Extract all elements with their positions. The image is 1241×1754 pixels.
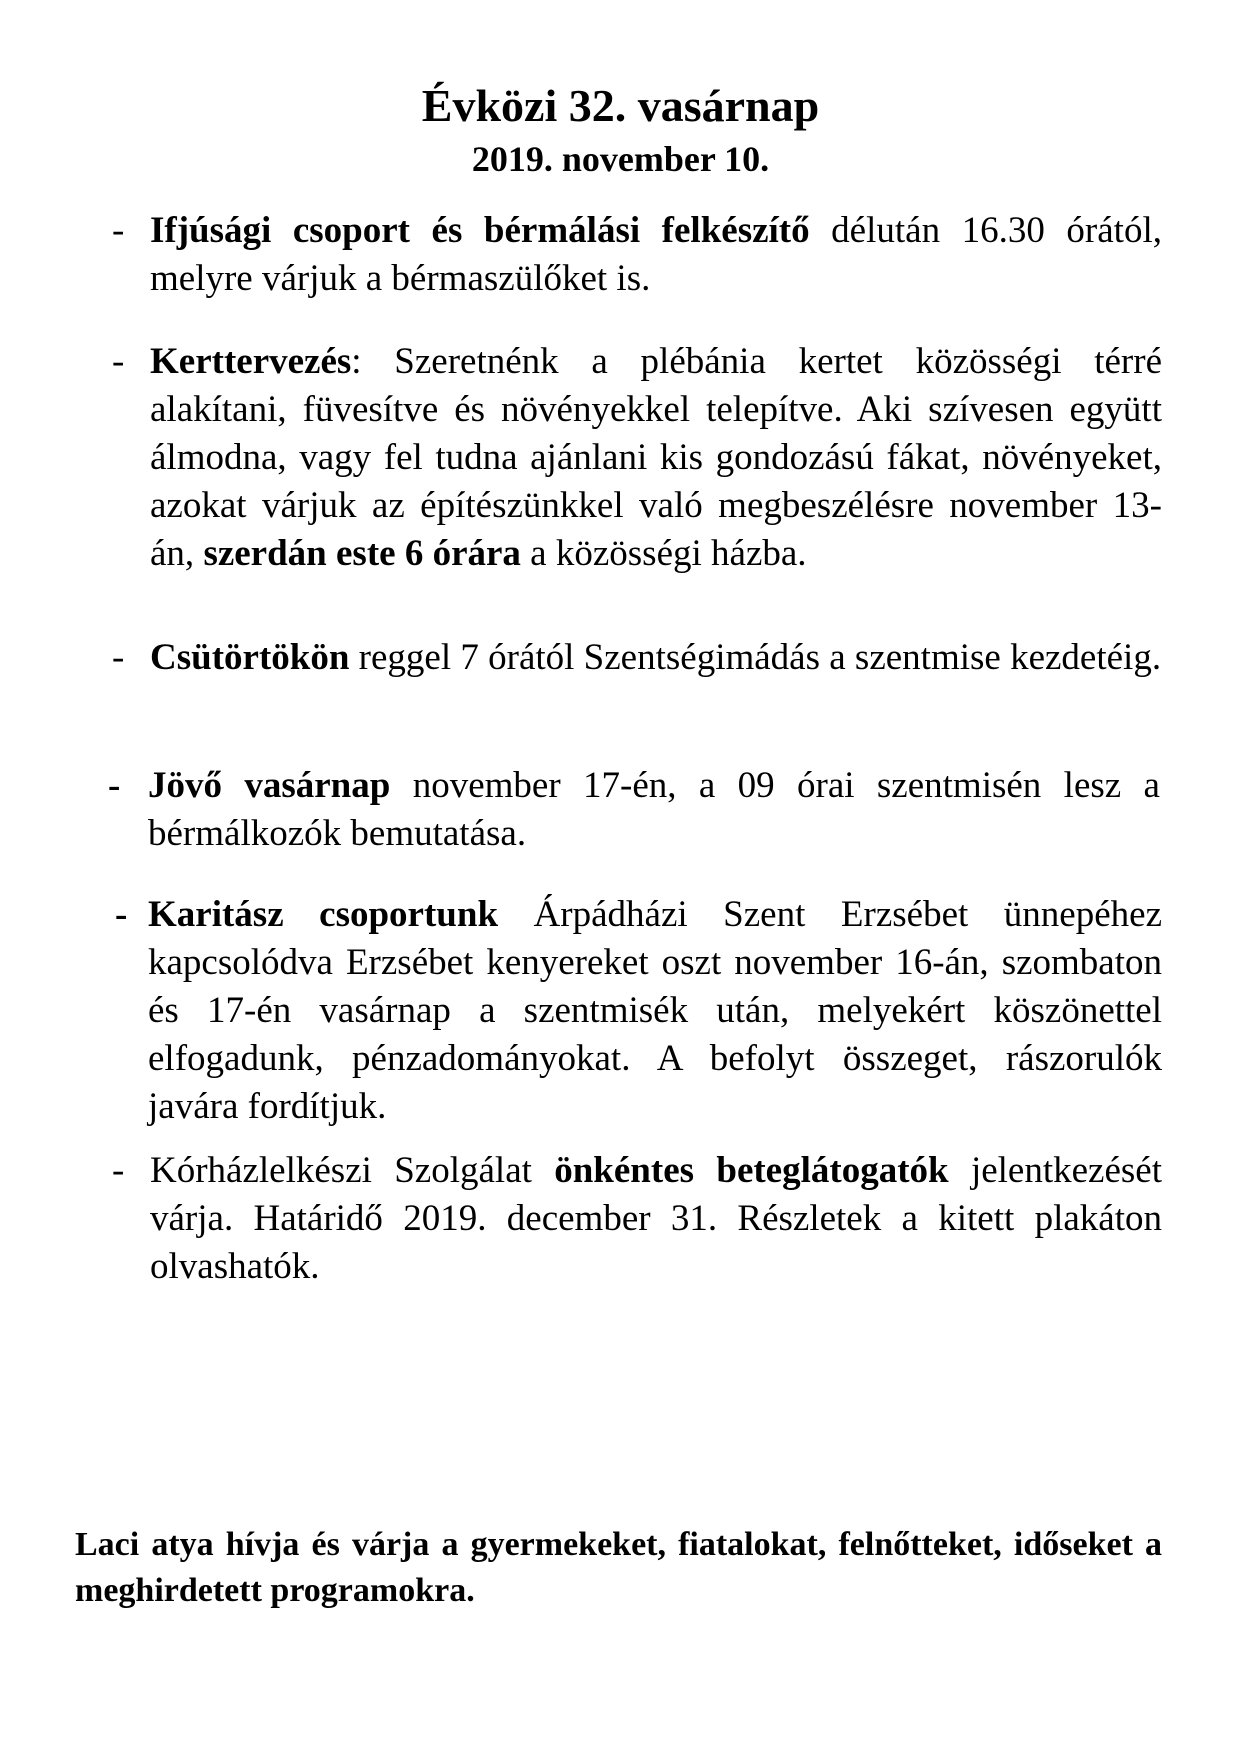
item-rest: reggel 7 órától Szentségimádás a szentmise kezdetéig.: [349, 637, 1162, 678]
item-text: [150, 1147, 1162, 1291]
page-date: 2019. november 10.: [471, 139, 770, 179]
item-bold: Kerttervezés: [150, 341, 352, 382]
announcement-item-adoration: [112, 634, 1162, 682]
item-rest: jelentkezését várja. Határidő 2019. december 31. Részletek a kitett plakáton olvashatók.: [150, 1150, 1162, 1287]
item-rest: november 17-én, a 09 órai szentmisén lesz a bérmálkozók bemutatása.: [148, 765, 1160, 854]
closing-invitation: Laci atya hívja és várja a gyermekeket, fiatalokat, felnőtteket, időseket a meghirdetett programokra.: [75, 1526, 1162, 1609]
page-title: Évközi 32. vasárnap: [421, 80, 820, 131]
item-bold: Ifjúsági csoport és bérmálási felkészítő: [150, 210, 810, 251]
item-bold: Jövő vasárnap: [148, 765, 391, 806]
item-dash: -: [115, 894, 128, 935]
announcement-item-youth-group: [112, 207, 1162, 303]
item-bold: önkéntes beteglátogatók: [554, 1150, 949, 1191]
item-rest: : Szeretnénk a plébánia kertet közösségi térré alakítani, füvesítve és növényekkel telepítve. Aki szívesen együtt álmodna, vagy fel tudna ajánlani kis gondozású fákat, növényeket, azokat várjuk az építészünkkel való megbeszélésre november 13-án,: [150, 341, 1162, 574]
item-dash: -: [108, 765, 121, 806]
item-dash: -: [112, 341, 125, 382]
item-text: [148, 891, 1162, 1131]
announcement-item-hospital-chaplaincy: [112, 1147, 1162, 1291]
item-text: [150, 207, 1162, 303]
item-rest: Árpádházi Szent Erzsébet ünnepéhez kapcsolódva Erzsébet kenyereket oszt november 16-án, szombaton és 17-én vasárnap a szentmisék után, melyekért köszönettel elfogadunk, pénzadományokat. A befolyt összeget, rászorulók javára fordítjuk.: [148, 894, 1162, 1127]
item-text: [150, 634, 1162, 682]
item-bold-time: szerdán este 6 órára: [203, 533, 521, 574]
announcement-item-garden-planning: [112, 338, 1162, 578]
item-dash: -: [112, 1150, 125, 1191]
item-bold: Karitász csoportunk: [148, 894, 499, 935]
item-text: [148, 762, 1160, 858]
item-dash: -: [112, 210, 125, 251]
announcement-item-next-sunday: [108, 762, 1158, 858]
item-rest: délután 16.30 órától, melyre várjuk a bérmaszülőket is.: [150, 210, 1162, 299]
item-rest-2: a közösségi házba.: [520, 533, 807, 574]
item-plain: Kórházlelkészi Szolgálat: [150, 1150, 555, 1191]
item-text: [150, 338, 1162, 578]
item-dash: -: [112, 637, 125, 678]
announcement-item-caritas: [115, 891, 1165, 1131]
item-bold: Csütörtökön: [150, 637, 350, 678]
